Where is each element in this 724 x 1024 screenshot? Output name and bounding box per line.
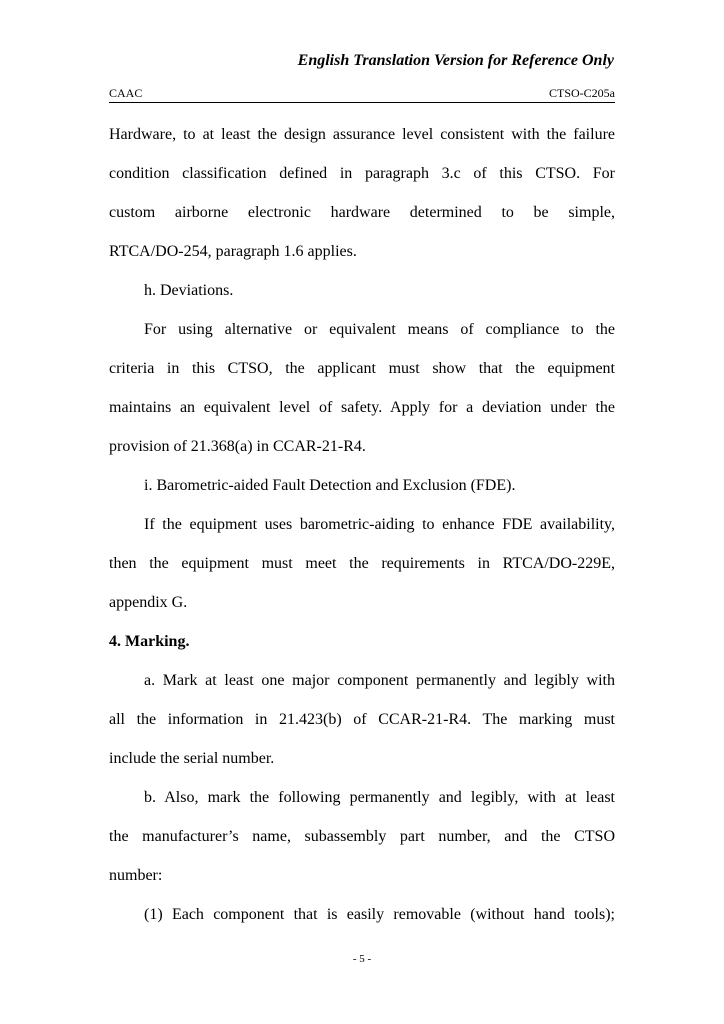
text-line: criteria in this CTSO, the applicant must show that the equipment [109,360,615,377]
text-line: custom airborne electronic hardware determined to be simple, [109,204,615,221]
text-line: provision of 21.368(a) in CCAR-21-R4. [109,438,366,455]
page-number: - 5 - [352,953,372,965]
running-header [109,86,615,103]
text-line: (1) Each component that is easily removable (without hand tools); [144,906,615,923]
text-line: condition classification defined in paragraph 3.c of this CTSO. For [109,165,615,182]
text-line: include the serial number. [109,750,275,767]
body-text [109,115,615,934]
header-document-id: CTSO-C205a [549,86,615,100]
text-line: Hardware, to at least the design assurance level consistent with the failure [109,126,615,143]
translation-banner: English Translation Version for Reference Only [297,52,614,69]
text-line: RTCA/DO-254, paragraph 1.6 applies. [109,243,357,260]
text-line: the manufacturer’s name, subassembly part number, and the CTSO [109,828,615,845]
header-organization: CAAC [109,86,143,100]
text-line: appendix G. [109,594,188,611]
text-line: For using alternative or equivalent means of compliance to the [144,321,615,338]
text-line: all the information in 21.423(b) of CCAR-21-R4. The marking must [109,711,615,728]
text-line: b. Also, mark the following permanently and legibly, with at least [144,789,615,806]
text-line: then the equipment must meet the requirements in RTCA/DO-229E, [109,555,615,572]
text-line: number: [109,867,163,884]
text-line: maintains an equivalent level of safety. Apply for a deviation under the [109,399,615,416]
section-heading-marking: 4. Marking. [109,633,190,650]
text-line: a. Mark at least one major component permanently and legibly with [144,672,615,689]
subsection-heading-deviations: h. Deviations. [144,282,234,299]
subsection-heading-fde: i. Barometric-aided Fault Detection and Exclusion (FDE). [144,477,516,494]
text-line: If the equipment uses barometric-aiding to enhance FDE availability, [144,516,615,533]
